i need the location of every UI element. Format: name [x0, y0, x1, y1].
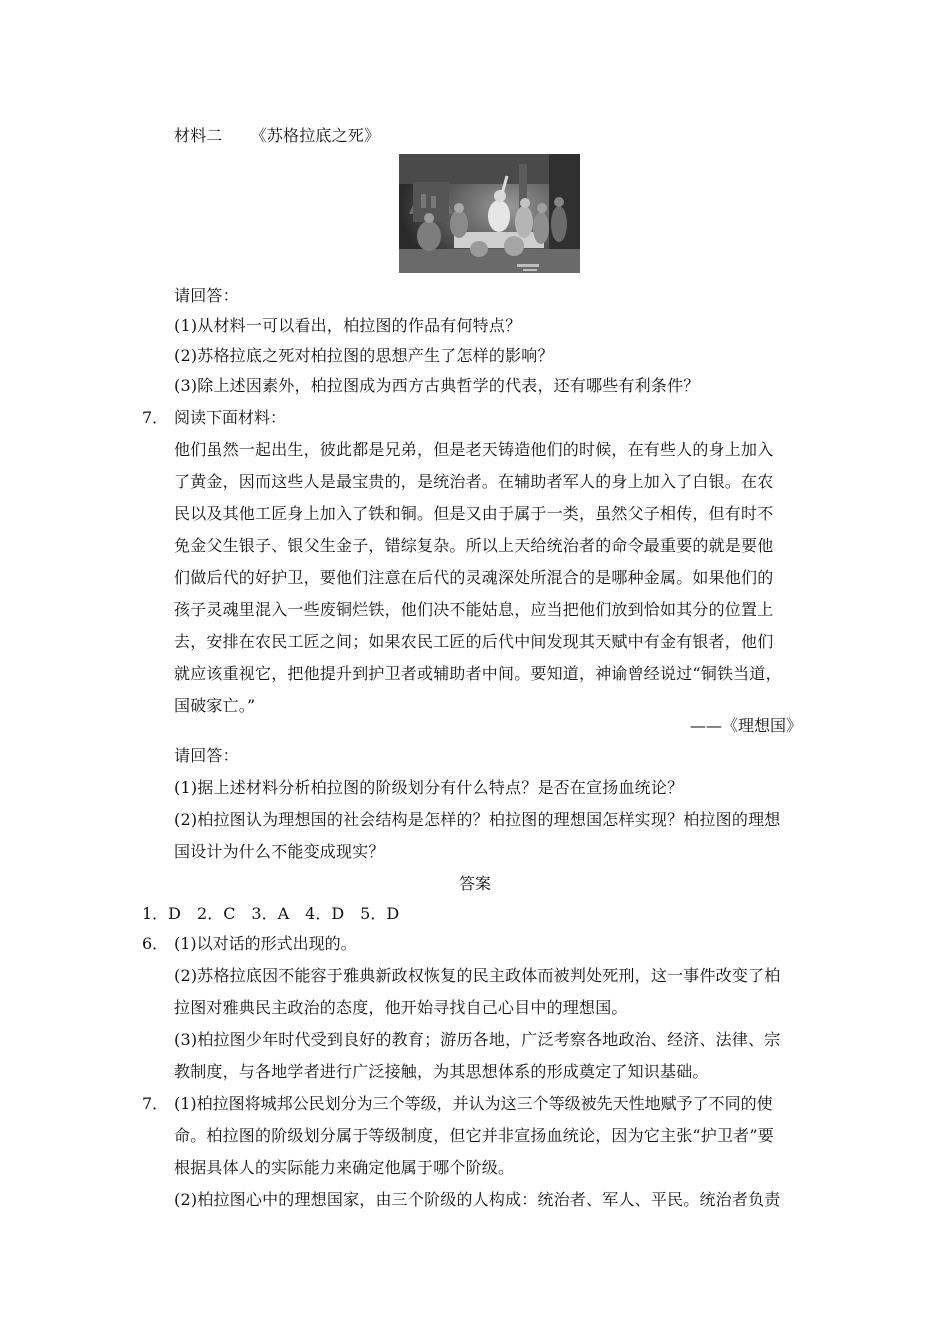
material-label: 材料二: [174, 126, 223, 145]
q7-passage-line: 免金父生银子、银父生金子，错综复杂。所以上天给统治者的命令最重要的就是要他: [174, 536, 774, 555]
q6-prompt: 请回答：: [174, 286, 239, 305]
q7-prompt: 请回答：: [174, 746, 239, 765]
answer-6-part-3-line: (3)柏拉图少年时代受到良好的教育；游历各地，广泛考察各地政治、经济、法律、宗: [174, 1030, 781, 1049]
q7-passage-line: 国破家亡。”: [174, 696, 256, 715]
q7-passage-line: 民以及其他工匠身上加入了铁和铜。但是又由于属于一类，虽然父子相传，但有时不: [174, 504, 774, 523]
answer-7-part-2-line: (2)柏拉图心中的理想国家，由三个阶级的人构成：统治者、军人、平民。统治者负责: [174, 1190, 781, 1209]
q7-passage-line: 去，安排在农民工匠之间；如果农民工匠的后代中间发现其天赋中有金有银者，他们: [174, 632, 774, 651]
answer-6-part-1: (1)以对话的形式出现的。: [174, 934, 357, 953]
answer-7-part-1-line: 命。柏拉图的阶级划分属于等级制度，但它并非宣扬血统论，因为它主张“护卫者”要: [174, 1126, 774, 1145]
q7-passage-line: 们做后代的好护卫，要他们注意在后代的灵魂深处所混合的是哪种金属。如果他们的: [174, 568, 774, 587]
answers-multiple-choice: 1．D 2．C 3．A 4．D 5．D: [142, 904, 400, 923]
answer-6-part-2-line: (2)苏格拉底因不能容于雅典新政权恢复的民主政体而被判处死刑，这一事件改变了柏: [174, 966, 781, 985]
death-of-socrates-image: [399, 154, 580, 273]
answer-6-part-3-line: 教制度，与各地学者进行广泛接触，为其思想体系的形成奠定了知识基础。: [174, 1062, 709, 1081]
q7-intro: 阅读下面材料：: [174, 408, 287, 427]
q7-passage-line: 了黄金，因而这些人是最宝贵的，是统治者。在辅助者军人的身上加入了白银。在农: [174, 472, 774, 491]
material-heading: [174, 126, 380, 146]
q7-sub-question-2-line: (2)柏拉图认为理想国的社会结构是怎样的？柏拉图的理想国怎样实现？柏拉图的理想: [174, 810, 781, 829]
answer-7-number: 7．: [142, 1094, 169, 1113]
answer-6-number: 6．: [142, 934, 169, 953]
answer-6-part-2-line: 拉图对雅典民主政治的态度，他开始寻找自己心目中的理想国。: [174, 998, 628, 1017]
q7-sub-question-1: (1)据上述材料分析柏拉图的阶级划分有什么特点？是否在宣扬血统论？: [174, 778, 684, 797]
q7-sub-question-2-line: 国设计为什么不能变成现实？: [174, 842, 385, 861]
q7-number: 7．: [142, 408, 169, 427]
material-title: 《苏格拉底之死》: [250, 126, 381, 145]
q6-sub-question-3: (3)除上述因素外，柏拉图成为西方古典哲学的代表，还有哪些有利条件？: [174, 376, 700, 395]
answer-7-part-1-line: (1)柏拉图将城邦公民划分为三个等级，并认为这三个等级被先天性地赋予了不同的使: [174, 1094, 773, 1113]
q7-passage-line: 他们虽然一起出生，彼此都是兄弟，但是老天铸造他们的时候，在有些人的身上加入: [174, 440, 774, 459]
answers-heading: 答案: [458, 874, 491, 893]
q7-passage-line: 孩子灵魂里混入一些废铜烂铁，他们决不能姑息，应当把他们放到恰如其分的位置上: [174, 600, 774, 619]
q6-sub-question-1: (1)从材料一可以看出，柏拉图的作品有何特点？: [174, 316, 522, 335]
q6-sub-question-2: (2)苏格拉底之死对柏拉图的思想产生了怎样的影响？: [174, 346, 554, 365]
answer-7-part-1-line: 根据具体人的实际能力来确定他属于哪个阶级。: [174, 1158, 515, 1177]
q7-source: ——《理想国》: [689, 716, 802, 735]
q7-passage-line: 就应该重视它，把他提升到护卫者或辅助者中间。要知道，神谕曾经说过“铜铁当道，: [174, 664, 782, 683]
